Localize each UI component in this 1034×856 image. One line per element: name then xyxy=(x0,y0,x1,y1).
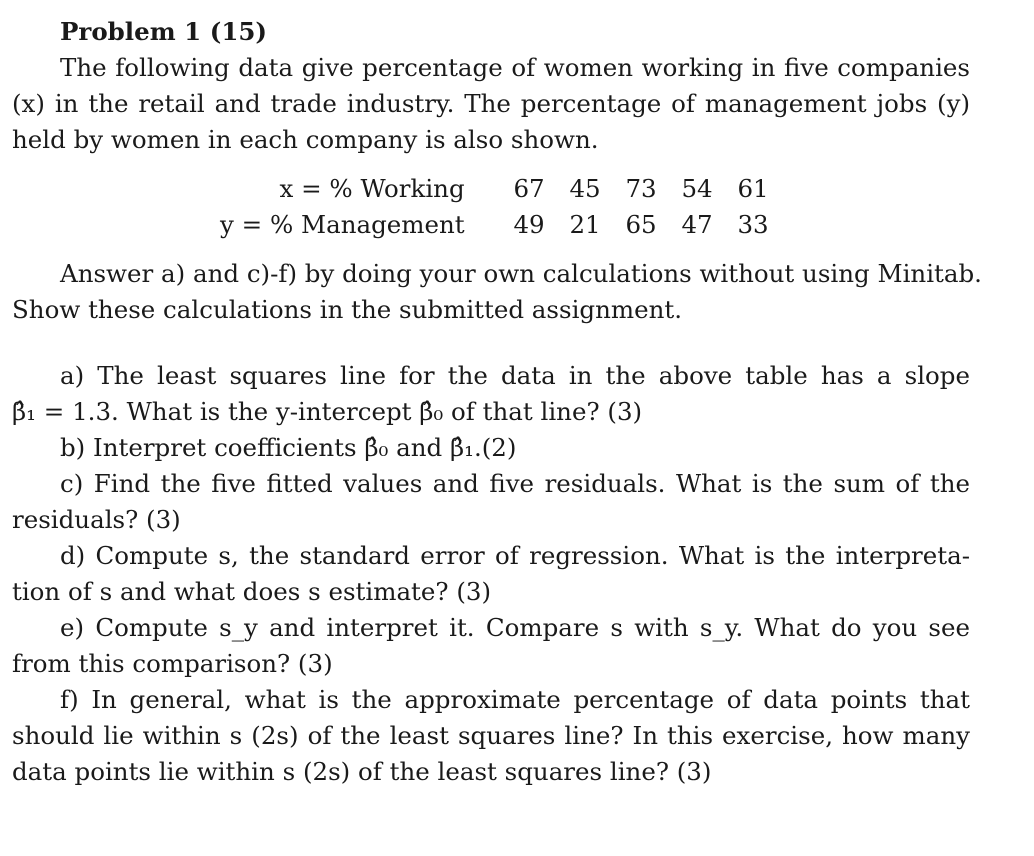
table-cell: 54 xyxy=(681,174,713,203)
part-a-line-1: a) The least squares line for the data in the above table has a slope xyxy=(60,361,970,390)
part-b-line-1: b) Interpret coefficients β̂₀ and β̂₁.(2) xyxy=(60,433,517,462)
intro-line-1: The following data give percentage of women working in five companies xyxy=(60,53,970,82)
instructions-line-2: Show these calculations in the submitted assignment. xyxy=(12,295,683,324)
problem-page xyxy=(12,14,982,790)
table-cell: 45 xyxy=(569,174,601,203)
table-cell: 67 xyxy=(513,174,545,203)
part-d-line-1: d) Compute s, the standard error of regression. What is the interpreta- xyxy=(60,541,970,570)
problem-title: Problem 1 (15) xyxy=(60,17,268,46)
part-f-line-2: should lie within s (2s) of the least squares line? In this exercise, how many xyxy=(12,721,970,750)
table-cell: 33 xyxy=(737,210,769,239)
part-c-line-2: residuals? (3) xyxy=(12,505,181,534)
intro-line-2: (x) in the retail and trade industry. The percentage of management jobs (y) xyxy=(12,89,970,118)
instructions-line-1: Answer a) and c)-f) by doing your own calculations without using Minitab. xyxy=(60,259,982,288)
table-cell: 47 xyxy=(681,210,713,239)
row-label-x: x = % Working xyxy=(279,174,465,203)
table-cell: 49 xyxy=(513,210,545,239)
table-row xyxy=(220,171,769,207)
part-f-line-1: f) In general, what is the approximate percentage of data points that xyxy=(60,685,970,714)
part-e-line-1: e) Compute s_y and interpret it. Compare s with s_y. What do you see xyxy=(60,613,970,642)
table-cell: 21 xyxy=(569,210,601,239)
part-d-line-2: tion of s and what does s estimate? (3) xyxy=(12,577,492,606)
table-cell: 61 xyxy=(737,174,769,203)
row-label-y: y = % Management xyxy=(220,210,465,239)
part-c-line-1: c) Find the five fitted values and five residuals. What is the sum of the xyxy=(60,469,970,498)
data-table xyxy=(220,171,769,243)
intro-line-3: held by women in each company is also shown. xyxy=(12,125,599,154)
part-e-line-2: from this comparison? (3) xyxy=(12,649,333,678)
part-f-line-3: data points lie within s (2s) of the least squares line? (3) xyxy=(12,757,712,786)
part-a-line-2: β̂₁ = 1.3. What is the y-intercept β̂₀ of that line? (3) xyxy=(12,397,643,426)
spacer xyxy=(12,328,970,358)
table-cell: 65 xyxy=(625,210,657,239)
table-cell: 73 xyxy=(625,174,657,203)
table-row xyxy=(220,207,769,243)
